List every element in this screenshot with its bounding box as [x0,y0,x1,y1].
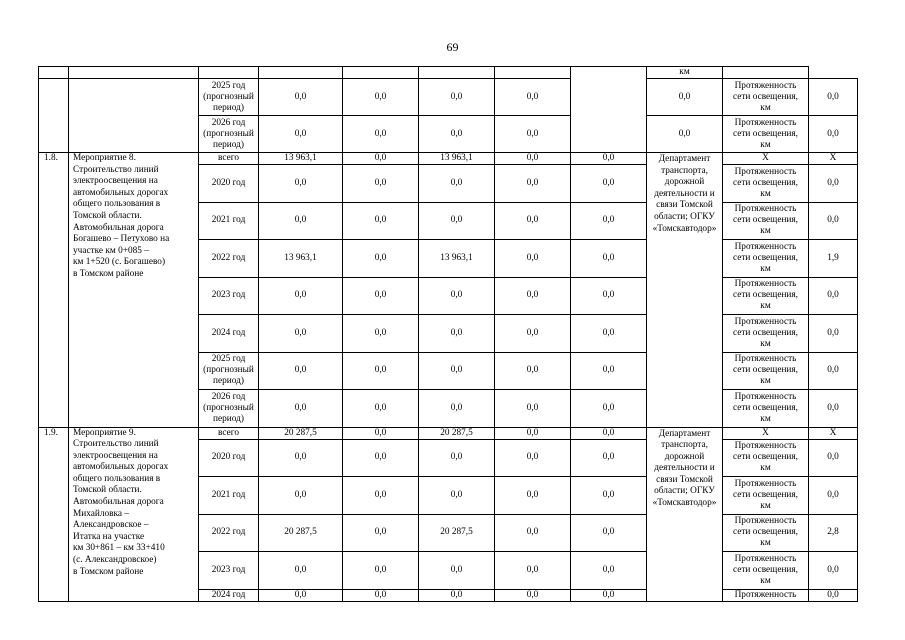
indicator-name [723,277,809,315]
value-cell: 0,0 [259,439,343,477]
period-cell [199,202,259,240]
value-cell: 0,0 [495,477,571,515]
indicator-value: 0,0 [809,390,858,428]
value-cell: 20 287,5 [419,514,495,552]
table-row-total [39,427,858,439]
cell-line: 2025 год [211,80,246,91]
value-cell: 0,0 [419,165,495,203]
indicator-name: Х [723,427,809,439]
cell-line: км [760,413,771,424]
cell-line: км [760,226,771,237]
value-cell: 20 287,5 [419,427,495,439]
value-cell: 0,0 [343,477,419,515]
value-cell: 0,0 [571,277,647,315]
value-cell: 0,0 [647,116,723,153]
value-cell: 0,0 [343,514,419,552]
value-cell: 0,0 [259,165,343,203]
value-cell: 0,0 [571,240,647,278]
table-row-forecast [39,79,858,116]
indicator-value: 0,0 [809,439,858,477]
cell-line: км [760,575,771,586]
value-cell: 0,0 [259,589,343,601]
period-cell [199,165,259,203]
cell-line: Протяженность [734,354,797,365]
measure-name-line: Михайловка – [73,508,130,519]
cell-line: 2023 год [211,564,246,575]
value-cell: 0,0 [259,315,343,353]
executor-cell [571,67,647,153]
value-cell: 0,0 [259,352,343,390]
value-cell: 0,0 [571,352,647,390]
indicator-value: 0,0 [809,165,858,203]
measure-name-line: Томской области. [73,210,142,221]
value-cell: 0,0 [495,589,571,601]
empty-cell [259,67,343,79]
indicator-value: 1,9 [809,240,858,278]
cell-line: 2020 год [211,452,246,463]
value-cell: 0,0 [571,477,647,515]
cell-line: сети освещения, [732,177,799,188]
measure-name-line: участке км 0+085 – [73,245,149,256]
period-cell [199,477,259,515]
cell-line: 2022 год [211,252,246,263]
value-cell: 0,0 [495,514,571,552]
value-cell: 0,0 [571,439,647,477]
value-cell: 0,0 [495,439,571,477]
period-cell [199,514,259,552]
value-cell: 0,0 [343,390,419,428]
measure-name-line: Автомобильная дорога [73,222,164,233]
cell-line: сети освещения, [732,252,799,263]
value-cell: 0,0 [495,315,571,353]
measure-name-line: км 30+861 – км 33+410 [73,543,165,554]
value-cell: 0,0 [495,153,571,165]
value-cell: 0,0 [571,390,647,428]
value-cell: 0,0 [495,277,571,315]
measure-name-line: Итатка на участке [73,531,145,542]
measure-name-line: в Томском районе [73,268,144,279]
period-cell [199,352,259,390]
page-number: 69 [446,40,459,54]
cell-line: период) [213,413,244,424]
indicator-value [723,67,809,79]
cell-line: Протяженность [734,204,797,215]
cell-line: км [760,188,771,199]
value-cell: 0,0 [343,202,419,240]
measure-name-line: км 1+520 (с. Богашево) [73,257,166,268]
period-cell: всего [199,153,259,165]
cell-line: (прогнозный [203,402,254,413]
value-cell: 20 287,5 [259,427,343,439]
cell-line: 2022 год [211,527,246,538]
value-cell: 0,0 [495,390,571,428]
value-cell: 13 963,1 [259,240,343,278]
indicator-value: 2,8 [809,514,858,552]
measure-name-line: Томской области. [73,485,142,496]
value-cell: 0,0 [343,552,419,590]
cell-line: сети освещения, [732,290,799,301]
cell-line: период) [213,139,244,150]
cell-line: км [760,338,771,349]
value-cell: 0,0 [259,79,343,116]
empty-cell [69,67,199,79]
cell-line: (прогнозный [203,365,254,376]
value-cell: 13 963,1 [419,153,495,165]
cell-line: 2020 год [211,177,246,188]
cell-line: Протяженность [734,478,797,489]
period-cell [199,116,259,153]
cell-line: 2021 год [211,215,246,226]
indicator-name [723,240,809,278]
indicator-value: 0,0 [809,315,858,353]
period-cell [199,315,259,353]
value-cell: 0,0 [647,79,723,116]
measure-index: 1.8. [39,153,69,428]
cell-line: Протяженность [734,553,797,564]
cell-line: км [760,538,771,549]
table-row-total [39,153,858,165]
indicator-name [723,352,809,390]
value-cell: 0,0 [343,439,419,477]
executor-line: «Томскавтодор» [652,498,717,509]
value-cell: 0,0 [343,427,419,439]
indicator-name [723,439,809,477]
value-cell: 0,0 [419,79,495,116]
cell-line: Протяженность [734,241,797,252]
cell-line: сети освещения, [732,452,799,463]
value-cell: 0,0 [495,352,571,390]
value-cell: 0,0 [495,116,571,153]
value-cell: 0,0 [343,116,419,153]
indicator-name [723,202,809,240]
measure-name-line: Мероприятие 9. [73,427,136,438]
cell-line: Протяженность [734,279,797,290]
period-cell [199,439,259,477]
indicator-name [723,514,809,552]
period-cell [199,79,259,116]
measure-name-line: (с. Александровское) [73,555,157,566]
cell-line: Протяженность [734,316,797,327]
cell-line: км [760,301,771,312]
indicator-name: Протяженность [723,589,809,601]
value-cell: 0,0 [419,589,495,601]
value-cell: 0,0 [419,552,495,590]
measure-name-line: Автомобильная дорога [73,497,164,508]
empty-cell [343,67,419,79]
value-cell: 0,0 [571,552,647,590]
cell-line: км [760,500,771,511]
cell-line: Протяженность [734,441,797,452]
indicator-value: 0,0 [809,352,858,390]
indicator-name [723,477,809,515]
period-cell [199,552,259,590]
value-cell: 0,0 [571,202,647,240]
value-cell: 0,0 [419,352,495,390]
cell-line: 2026 год [211,391,246,402]
period-cell [199,240,259,278]
cell-line: 2021 год [211,489,246,500]
indicator-name [723,552,809,590]
value-cell: 0,0 [571,315,647,353]
measure-name-line: Строительство линий [73,164,159,175]
cell-line: сети освещения, [732,489,799,500]
empty-cell [495,67,571,79]
indicator-name [723,116,809,153]
cell-line: км [760,263,771,274]
indicator-value: Х [809,427,858,439]
measure-name [69,427,199,601]
value-cell: 0,0 [495,552,571,590]
cell-line: сети освещения, [732,402,799,413]
executor-cell [647,153,723,428]
measure-index: 1.9. [39,427,69,601]
cell-line: (прогнозный [203,128,254,139]
measures-table [38,66,858,602]
period-cell [199,390,259,428]
value-cell: 0,0 [571,514,647,552]
cell-line: Протяженность [734,391,797,402]
value-cell: 0,0 [419,477,495,515]
cell-line: Протяженность [734,166,797,177]
value-cell: 0,0 [419,116,495,153]
cell-line: км [760,463,771,474]
value-cell: 0,0 [419,439,495,477]
indicator-value: 0,0 [809,477,858,515]
measure-name-line: Александровское – [73,520,149,531]
indicator-value: 0,0 [809,552,858,590]
indicator-name [723,165,809,203]
cell-line: км [760,139,771,150]
measure-name-line: в Томском районе [73,566,144,577]
cell-line: Протяженность [734,117,797,128]
indicator-value: Х [809,153,858,165]
value-cell: 0,0 [259,202,343,240]
cell-line: сети освещения, [732,91,799,102]
empty-cell [39,67,69,79]
cell-line: сети освещения, [732,564,799,575]
value-cell: 0,0 [571,165,647,203]
executor-line: связи Томской [656,200,713,211]
indicator-name [723,390,809,428]
executor-line: области; ОГКУ [654,211,715,222]
value-cell: 0,0 [571,589,647,601]
executor-line: связи Томской [656,474,713,485]
executor-line: дорожной [664,177,705,188]
indicator-name [723,79,809,116]
cell-line: 2024 год [211,327,246,338]
cell-line: км [760,102,771,113]
cell-line: сети освещения, [732,527,799,538]
value-cell: 0,0 [495,79,571,116]
cell-line: Протяженность [734,516,797,527]
measure-name [69,79,199,153]
empty-cell [419,67,495,79]
cell-line: Протяженность [734,80,797,91]
indicator-value: 0,0 [809,589,858,601]
value-cell: 0,0 [259,116,343,153]
index-cell [39,79,69,153]
period-cell: всего [199,427,259,439]
indicator-name [723,315,809,353]
cell-line: период) [213,376,244,387]
value-cell: 13 963,1 [419,240,495,278]
cell-line: 2024 год [211,589,246,600]
executor-line: деятельности и [654,463,715,474]
value-cell: 0,0 [343,240,419,278]
value-cell: 0,0 [343,352,419,390]
measure-name-line: автомобильных дорогах [73,187,169,198]
value-cell: 20 287,5 [259,514,343,552]
value-cell: 0,0 [571,427,647,439]
value-cell: 0,0 [419,315,495,353]
value-cell: 0,0 [495,165,571,203]
executor-line: Департамент [658,154,711,164]
executor-cell [647,427,723,601]
measure-name-line: Мероприятие 8. [73,153,136,163]
table-row-continuation [39,67,858,79]
value-cell: 0,0 [343,153,419,165]
executor-line: Департамент [658,428,711,439]
indicator-name: Х [723,153,809,165]
measure-name-line: электроосвещения на [73,450,158,461]
measure-name-line: Богашево – Петухово на [73,234,170,245]
value-cell: 0,0 [259,477,343,515]
executor-line: деятельности и [654,188,715,199]
cell-line: км [760,376,771,387]
measure-name-line: автомобильных дорогах [73,462,169,473]
value-cell: 0,0 [343,165,419,203]
executor-line: области; ОГКУ [654,486,715,497]
value-cell: 0,0 [343,79,419,116]
measure-name [69,153,199,428]
cell-line: период) [213,102,244,113]
measure-name-line: общего пользования в [73,199,161,210]
cell-line: (прогнозный [203,91,254,102]
cell-line: сети освещения, [732,327,799,338]
indicator-value: 0,0 [809,79,858,116]
executor-line: транспорта, [661,165,708,176]
value-cell: 0,0 [419,390,495,428]
value-cell: 0,0 [571,153,647,165]
cell-line: сети освещения, [732,128,799,139]
executor-line: дорожной [664,451,705,462]
cell-line: сети освещения, [732,365,799,376]
measure-name-line: общего пользования в [73,473,161,484]
empty-cell [199,67,259,79]
period-cell [199,277,259,315]
value-cell: 0,0 [419,277,495,315]
measure-name-line: электроосвещения на [73,176,158,187]
value-cell: 0,0 [343,277,419,315]
cell-line: 2025 год [211,354,246,365]
executor-line: «Томскавтодор» [652,223,717,234]
cell-line: 2023 год [211,290,246,301]
measure-name-line: Строительство линий [73,439,159,450]
cell-line: сети освещения, [732,215,799,226]
cell-line: 2026 год [211,117,246,128]
indicator-value: 0,0 [809,116,858,153]
value-cell: 0,0 [343,315,419,353]
indicator-name: км [647,67,723,79]
value-cell: 0,0 [259,552,343,590]
period-cell [199,589,259,601]
value-cell: 0,0 [259,277,343,315]
value-cell: 0,0 [495,240,571,278]
value-cell: 0,0 [495,202,571,240]
value-cell: 0,0 [343,589,419,601]
value-cell: 0,0 [259,390,343,428]
value-cell: 0,0 [419,202,495,240]
value-cell: 13 963,1 [259,153,343,165]
executor-line: транспорта, [661,440,708,451]
indicator-value: 0,0 [809,277,858,315]
value-cell: 0,0 [495,427,571,439]
indicator-value: 0,0 [809,202,858,240]
